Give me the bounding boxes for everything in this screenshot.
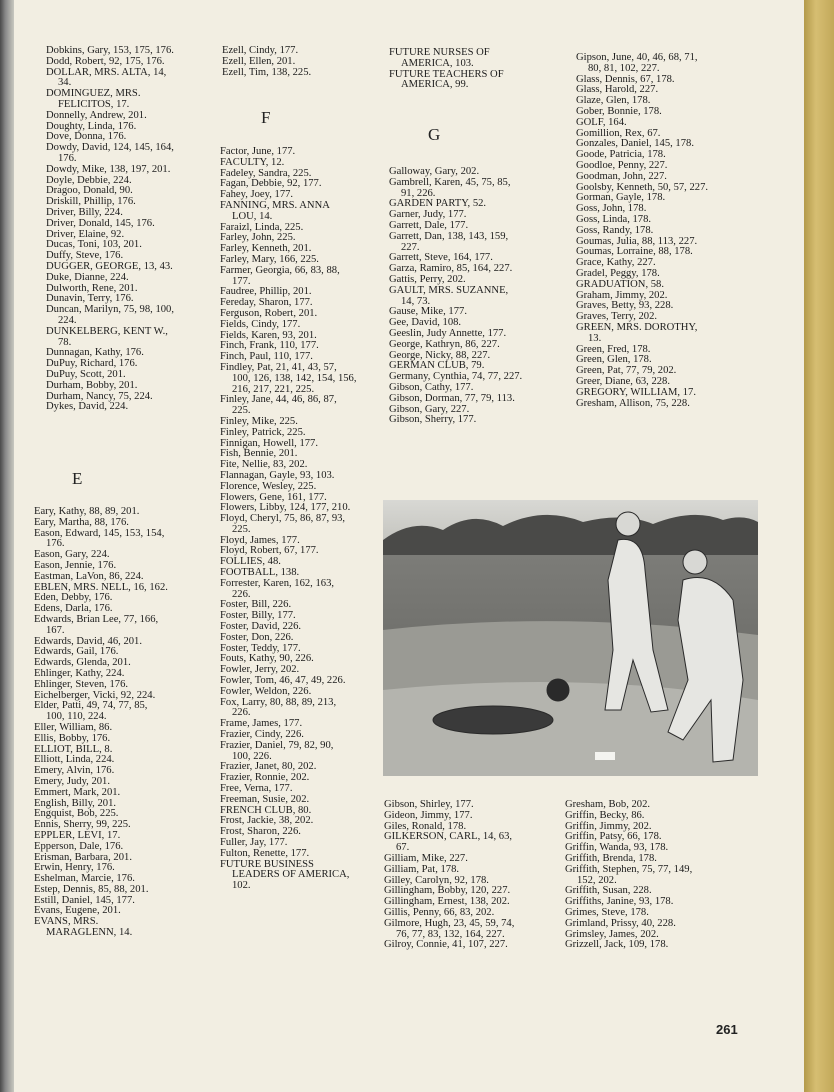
section-heading-e: E [72, 469, 83, 488]
book-spine [0, 0, 14, 1092]
index-entry: Evans, Eugene, 201. [34, 905, 121, 917]
index-entry: Engquist, Bob, 225. [34, 808, 119, 820]
index-entry: Edwards, David, 46, 201. [34, 635, 142, 647]
index-entry: Goode, Patricia, 178. [576, 149, 666, 161]
index-entry: FOOTBALL, 138. [220, 567, 300, 579]
index-entry: Foster, David, 226. [220, 621, 302, 633]
index-entry: FUTURE BUSINESS [220, 858, 314, 870]
index-entry: Emery, Alvin, 176. [34, 765, 115, 777]
index-entry: Driver, Donald, 145, 176. [46, 217, 155, 229]
index-entry: 225. [232, 405, 251, 417]
index-entry: Eason, Gary, 224. [34, 549, 110, 561]
index-entry: Dowdy, Mike, 138, 197, 201. [46, 163, 171, 175]
index-entry: Garza, Ramiro, 85, 164, 227. [389, 263, 513, 275]
index-entry: Frazier, Daniel, 79, 82, 90, [220, 739, 334, 751]
index-entry: Goss, John, 178. [576, 203, 647, 215]
index-entry: Goumas, Lorraine, 88, 178. [576, 246, 693, 258]
index-entry: Donnelly, Andrew, 201. [46, 109, 147, 121]
index-entry: 227. [401, 241, 420, 253]
index-entry: 34. [58, 77, 72, 89]
index-entry: Fulton, Renette, 177. [220, 847, 310, 859]
index-entry: Doughty, Linda, 176. [46, 120, 137, 132]
index-column-1-bottom [34, 507, 212, 939]
index-entry: Eary, Martha, 88, 176. [34, 516, 129, 528]
index-entry: Faudree, Phillip, 201. [220, 286, 312, 298]
index-entry: GRADUATION, 58. [576, 278, 664, 290]
index-entry: English, Billy, 201. [34, 797, 117, 809]
index-entry: Goumas, Julia, 88, 113, 227. [576, 235, 698, 247]
index-entry: Dragoo, Donald, 90. [46, 185, 133, 197]
index-column-2-top [222, 46, 382, 78]
book-cover-edge [804, 0, 834, 1092]
index-entry: Grace, Kathy, 227. [576, 257, 656, 269]
index-entry: George, Nicky, 88, 227. [389, 349, 491, 361]
index-entry: GREGORY, WILLIAM, 17. [576, 386, 696, 398]
index-entry: Gillingham, Bobby, 120, 227. [384, 885, 511, 897]
index-entry: 225. [232, 523, 251, 535]
index-entry: 176. [46, 538, 65, 550]
index-entry: Emery, Judy, 201. [34, 775, 111, 787]
index-entry: Driskill, Phillip, 176. [46, 196, 136, 208]
index-entry: Factor, June, 177. [220, 146, 296, 157]
index-entry: Farley, John, 225. [220, 232, 296, 244]
index-entry: Freeman, Susie, 202. [220, 793, 310, 805]
index-entry: Eastman, LaVon, 86, 224. [34, 570, 144, 582]
index-entry: Fahey, Joey, 177. [220, 189, 294, 201]
index-entry: Ellis, Bobby, 176. [34, 732, 111, 744]
index-entry: Germany, Cynthia, 74, 77, 227. [389, 371, 523, 383]
index-entry: Elliott, Linda, 224. [34, 754, 115, 766]
index-entry: EPPLER, LEVI, 17. [34, 829, 121, 841]
index-entry: Gee, David, 108. [389, 317, 462, 329]
index-entry: 216, 217, 221, 225. [232, 383, 315, 395]
index-entry: GARDEN PARTY, 52. [389, 198, 487, 210]
index-entry: Garrett, Dan, 138, 143, 159, [389, 230, 509, 242]
index-entry: Gradel, Peggy, 178. [576, 267, 660, 279]
index-entry: Dodd, Robert, 92, 175, 176. [46, 55, 165, 67]
index-entry: Eary, Kathy, 88, 89, 201. [34, 506, 140, 517]
index-entry: Grimsley, James, 202. [565, 928, 659, 940]
index-entry: GREEN, MRS. DOROTHY, [576, 321, 698, 333]
index-entry: Graves, Terry, 202. [576, 311, 658, 323]
index-entry: Gilmore, Hugh, 23, 45, 59, 74, [384, 917, 515, 929]
index-entry: Finch, Frank, 110, 177. [220, 340, 319, 352]
index-entry: Glaze, Glen, 178. [576, 95, 651, 107]
index-entry: Gresham, Bob, 202. [565, 799, 651, 810]
section-heading-f: F [261, 108, 271, 127]
index-entry: Dunnagan, Kathy, 176. [46, 347, 144, 359]
index-entry: Dobkins, Gary, 153, 175, 176. [46, 45, 174, 56]
index-entry: Finley, Patrick, 225. [220, 426, 306, 438]
index-entry: Grimland, Prissy, 40, 228. [565, 917, 676, 929]
index-entry: Green, Pat, 77, 79, 202. [576, 365, 677, 377]
index-column-2-bottom [220, 147, 384, 892]
index-entry: Ezell, Cindy, 177. [222, 45, 299, 56]
index-entry: FACULTY, 12. [220, 156, 285, 168]
index-entry: Gideon, Jimmy, 177. [384, 809, 473, 821]
section-heading-g: G [428, 125, 441, 144]
index-entry: DUNKELBERG, KENT W., [46, 325, 168, 337]
index-entry: Ferguson, Robert, 201. [220, 307, 318, 319]
index-entry: Findley, Pat, 21, 41, 43, 57, [220, 361, 337, 373]
index-entry: Durham, Nancy, 75, 224. [46, 390, 153, 402]
index-column-3-middle [389, 167, 564, 426]
index-entry: Fields, Karen, 93, 201. [220, 329, 317, 341]
index-entry: Griffin, Wanda, 93, 178. [565, 842, 669, 854]
index-entry: Flowers, Gene, 161, 177. [220, 491, 327, 503]
index-entry: 67. [396, 842, 410, 854]
index-entry: Eason, Edward, 145, 153, 154, [34, 527, 165, 539]
index-entry: Eason, Jennie, 176. [34, 559, 117, 571]
index-entry: Griffin, Patsy, 66, 178. [565, 831, 662, 843]
index-entry: Edens, Darla, 176. [34, 603, 113, 615]
index-entry: Floyd, James, 177. [220, 534, 300, 546]
index-entry: Gattis, Perry, 202. [389, 273, 466, 285]
index-entry: Fite, Nellie, 83, 202. [220, 459, 308, 471]
index-entry: Doyle, Debbie, 224. [46, 174, 132, 186]
index-entry: LOU, 14. [232, 210, 273, 222]
index-entry: Fouts, Kathy, 90, 226. [220, 653, 314, 665]
index-entry: Gambrell, Karen, 45, 75, 85, [389, 176, 511, 188]
index-entry: Eller, William, 86. [34, 721, 113, 733]
index-entry: Dunavin, Terry, 176. [46, 293, 134, 305]
index-entry: MARAGLENN, 14. [46, 927, 133, 939]
index-entry: Fuller, Jay, 177. [220, 837, 288, 848]
index-entry: Garrett, Steve, 164, 177. [389, 252, 493, 264]
index-entry: Ennis, Sherry, 99, 225. [34, 819, 131, 831]
index-entry: 226. [232, 707, 251, 719]
index-entry: Griffin, Becky, 86. [565, 809, 645, 821]
index-column-4-bottom [565, 800, 755, 951]
index-entry: George, Kathryn, 86, 227. [389, 338, 500, 350]
index-entry: Gibson, Gary, 227. [389, 403, 470, 415]
index-entry: Gibson, Sherry, 177. [389, 414, 477, 426]
index-entry: Geeslin, Judy Annette, 177. [389, 327, 507, 339]
index-entry: Driver, Elaine, 92. [46, 228, 125, 240]
index-entry: Eichelberger, Vicki, 92, 224. [34, 689, 156, 701]
index-entry: 102. [232, 880, 251, 892]
index-entry: Fowler, Tom, 46, 47, 49, 226. [220, 675, 346, 687]
index-entry: Giles, Ronald, 178. [384, 820, 467, 832]
index-entry: Gonzales, Daniel, 145, 178. [576, 138, 694, 150]
index-entry: 14, 73. [401, 295, 431, 307]
index-entry: 177. [232, 275, 251, 287]
index-entry: DOMINGUEZ, MRS. [46, 88, 141, 100]
index-page [14, 0, 804, 1092]
index-entry: Graham, Jimmy, 202. [576, 289, 668, 301]
index-entry: Fagan, Debbie, 92, 177. [220, 178, 322, 190]
index-entry: Goss, Linda, 178. [576, 213, 652, 225]
index-entry: Fereday, Sharon, 177. [220, 297, 313, 309]
index-entry: AMERICA, 99. [401, 79, 469, 91]
index-entry: Duncan, Marilyn, 75, 98, 100, [46, 304, 174, 316]
index-entry: Fields, Cindy, 177. [220, 318, 301, 330]
index-entry: Flowers, Libby, 124, 177, 210. [220, 502, 351, 514]
index-entry: 80, 81, 102, 227. [588, 62, 660, 74]
index-entry: Florence, Wesley, 225. [220, 480, 317, 492]
index-entry: ELLIOT, BILL, 8. [34, 743, 113, 755]
index-entry: Gillis, Penny, 66, 83, 202. [384, 906, 495, 918]
index-entry: Griffith, Susan, 228. [565, 885, 652, 897]
index-entry: Frazier, Janet, 80, 202. [220, 761, 317, 773]
index-entry: Foster, Bill, 226. [220, 599, 292, 611]
index-entry: DuPuy, Scott, 201. [46, 368, 126, 380]
index-entry: FOLLIES, 48. [220, 556, 281, 568]
page-number: 261 [716, 1022, 738, 1037]
index-entry: Erwin, Henry, 176. [34, 862, 115, 874]
index-entry: GAULT, MRS. SUZANNE, [389, 284, 509, 296]
index-entry: Goss, Randy, 178. [576, 224, 654, 236]
index-entry: Griffith, Stephen, 75, 77, 149, [565, 863, 693, 875]
index-entry: Garner, Judy, 177. [389, 209, 467, 221]
index-entry: Dulworth, Rene, 201. [46, 282, 138, 294]
index-entry: Dove, Donna, 176. [46, 131, 127, 143]
index-entry: Eden, Debby, 176. [34, 592, 113, 604]
index-column-4-top [576, 53, 756, 409]
index-entry: Goodman, John, 227. [576, 170, 667, 182]
index-entry: Grimes, Steve, 178. [565, 906, 649, 918]
index-entry: DUGGER, GEORGE, 13, 43. [46, 260, 173, 272]
index-entry: Gibson, Cathy, 177. [389, 381, 474, 393]
index-entry: Fowler, Jerry, 202. [220, 664, 300, 676]
index-entry: Foster, Don, 226. [220, 631, 294, 643]
index-entry: Gipson, June, 40, 46, 68, 71, [576, 52, 698, 63]
index-entry: Frost, Sharon, 226. [220, 826, 301, 838]
index-entry: 152, 202. [577, 874, 617, 886]
index-entry: 100, 110, 224. [46, 711, 107, 723]
index-entry: Griffith, Brenda, 178. [565, 852, 657, 864]
index-entry: Ducas, Toni, 103, 201. [46, 239, 142, 251]
index-entry: Duke, Dianne, 224. [46, 271, 129, 283]
index-entry: Galloway, Gary, 202. [389, 166, 480, 177]
index-entry: Farmer, Georgia, 66, 83, 88, [220, 264, 340, 276]
index-entry: Estep, Dennis, 85, 88, 201. [34, 883, 149, 895]
baseball-photo [383, 500, 758, 776]
index-entry: Fadeley, Sandra, 225. [220, 167, 312, 179]
index-entry: Frost, Jackie, 38, 202. [220, 815, 314, 827]
index-column-3-top [389, 48, 559, 91]
index-entry: 78. [58, 336, 72, 348]
index-entry: Gibson, Shirley, 177. [384, 799, 474, 810]
index-entry: Ezell, Tim, 138, 225. [222, 66, 312, 78]
index-entry: Gilliam, Mike, 227. [384, 852, 468, 864]
index-entry: Frame, James, 177. [220, 718, 303, 730]
index-entry: Eshelman, Marcie, 176. [34, 873, 135, 885]
index-entry: Estill, Daniel, 145, 177. [34, 894, 135, 906]
index-entry: FRENCH CLUB, 80. [220, 804, 312, 816]
index-entry: Glass, Harold, 227. [576, 84, 659, 96]
index-entry: Dykes, David, 224. [46, 401, 129, 413]
index-entry: FELICITOS, 17. [58, 98, 130, 110]
index-entry: 100, 226. [232, 750, 272, 762]
index-entry: Epperson, Dale, 176. [34, 840, 124, 852]
index-entry: Frazier, Cindy, 226. [220, 729, 304, 741]
index-entry: Floyd, Robert, 67, 177. [220, 545, 319, 557]
index-entry: Edwards, Gail, 176. [34, 646, 119, 658]
index-entry: Ezell, Ellen, 201. [222, 55, 296, 67]
index-entry: GERMAN CLUB, 79. [389, 360, 485, 372]
index-entry: Erisman, Barbara, 201. [34, 851, 132, 863]
index-entry: Finnigan, Howell, 177. [220, 437, 318, 449]
index-entry: Driver, Billy, 224. [46, 206, 123, 218]
index-entry: Garrett, Dale, 177. [389, 219, 469, 231]
index-entry: Faraizl, Linda, 225. [220, 221, 304, 233]
index-entry: Farley, Mary, 166, 225. [220, 253, 319, 265]
index-entry: Foster, Billy, 177. [220, 610, 296, 622]
index-entry: Foster, Teddy, 177. [220, 642, 301, 654]
index-entry: Dowdy, David, 124, 145, 164, [46, 142, 174, 154]
index-entry: LEADERS OF AMERICA, [232, 869, 350, 881]
index-entry: 167. [46, 624, 65, 636]
index-column-1-top [46, 46, 216, 413]
index-entry: Edwards, Brian Lee, 77, 166, [34, 613, 159, 625]
index-entry: DuPuy, Richard, 176. [46, 358, 138, 370]
index-entry: Fox, Larry, 80, 88, 89, 213, [220, 696, 337, 708]
index-entry: Forrester, Karen, 162, 163, [220, 577, 335, 589]
index-entry: 100, 126, 138, 142, 154, 156, [232, 372, 357, 384]
index-entry: Duffy, Steve, 176. [46, 250, 124, 262]
index-entry: Finley, Jane, 44, 46, 86, 87, [220, 394, 337, 406]
index-entry: Fowler, Weldon, 226. [220, 685, 312, 697]
index-entry: Ehlinger, Kathy, 224. [34, 667, 125, 679]
index-entry: FUTURE TEACHERS OF [389, 68, 504, 80]
index-entry: Grizzell, Jack, 109, 178. [565, 939, 669, 951]
index-entry: Goolsby, Kenneth, 50, 57, 227. [576, 181, 709, 193]
index-entry: Gause, Mike, 177. [389, 306, 467, 318]
index-entry: Gibson, Dorman, 77, 79, 113. [389, 392, 515, 404]
index-entry: Greer, Diane, 63, 228. [576, 375, 671, 387]
index-entry: Free, Verna, 177. [220, 783, 293, 795]
index-entry: 91, 226. [401, 187, 436, 199]
index-entry: Frazier, Ronnie, 202. [220, 772, 310, 784]
index-entry: Gober, Bonnie, 178. [576, 105, 662, 117]
index-entry: Edwards, Glenda, 201. [34, 657, 131, 669]
index-entry: GILKERSON, CARL, 14, 63, [384, 831, 513, 843]
index-entry: 224. [58, 314, 77, 326]
index-entry: AMERICA, 103. [401, 57, 474, 69]
index-entry: FANNING, MRS. ANNA [220, 199, 330, 211]
index-entry: Glass, Dennis, 67, 178. [576, 73, 675, 85]
index-entry: Farley, Kenneth, 201. [220, 243, 312, 255]
index-entry: Griffiths, Janine, 93, 178. [565, 896, 674, 908]
index-entry: Gorman, Gayle, 178. [576, 192, 666, 204]
index-entry: Gilley, Carolyn, 92, 178. [384, 874, 489, 886]
index-entry: Emmert, Mark, 201. [34, 786, 121, 798]
index-entry: Gilliam, Pat, 178. [384, 863, 460, 875]
index-entry: 13. [588, 332, 602, 344]
index-entry: Elder, Patti, 49, 74, 77, 85, [34, 700, 148, 712]
index-column-3-bottom [384, 800, 564, 951]
index-entry: Gresham, Allison, 75, 228. [576, 397, 690, 409]
index-entry: GOLF, 164. [576, 116, 627, 128]
index-entry: EVANS, MRS. [34, 916, 99, 928]
index-entry: EBLEN, MRS. NELL, 16, 162. [34, 581, 168, 593]
index-entry: Green, Fred, 178. [576, 343, 651, 355]
index-entry: DOLLAR, MRS. ALTA, 14, [46, 66, 167, 78]
index-entry: Gilroy, Connie, 41, 107, 227. [384, 939, 508, 951]
index-entry: Ehlinger, Steven, 176. [34, 678, 129, 690]
index-entry: Durham, Bobby, 201. [46, 379, 138, 391]
index-entry: Graves, Betty, 93, 228. [576, 300, 674, 312]
index-entry: Finley, Mike, 225. [220, 415, 298, 427]
index-entry: Finch, Paul, 110, 177. [220, 351, 313, 363]
index-entry: Fish, Bennie, 201. [220, 448, 298, 460]
index-entry: 226. [232, 588, 251, 600]
index-entry: Green, Glen, 178. [576, 354, 652, 366]
index-entry: Gomillion, Rex, 67. [576, 127, 661, 139]
index-entry: 76, 77, 83, 132, 164, 227. [396, 928, 505, 940]
index-entry: 176. [58, 152, 77, 164]
index-entry: Floyd, Cheryl, 75, 86, 87, 93, [220, 513, 346, 525]
index-entry: Goodloe, Penny, 227. [576, 159, 668, 171]
index-entry: Griffin, Jimmy, 202. [565, 820, 652, 832]
index-entry: Gillingham, Ernest, 138, 202. [384, 896, 510, 908]
index-entry: FUTURE NURSES OF [389, 47, 490, 58]
index-entry: Flannagan, Gayle, 93, 103. [220, 469, 335, 481]
